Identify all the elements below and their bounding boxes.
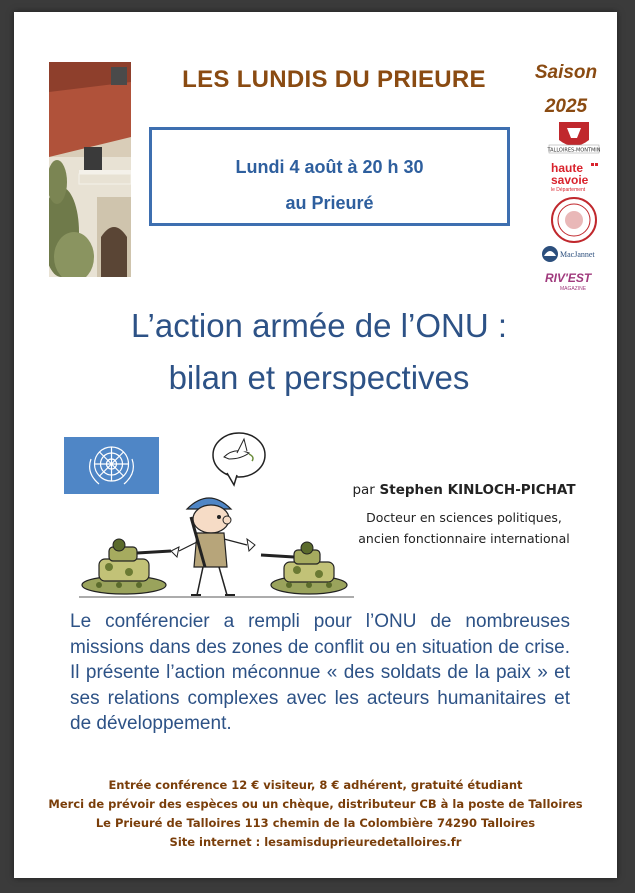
peacekeeper-cartoon bbox=[69, 427, 359, 602]
event-venue: au Prieuré bbox=[285, 193, 374, 213]
speaker-name-line bbox=[339, 482, 589, 498]
svg-text:RIV'EST: RIV'EST bbox=[545, 271, 592, 285]
svg-text:TALLOIRES-MONTMIN: TALLOIRES-MONTMIN bbox=[547, 147, 601, 154]
sponsor-logos bbox=[539, 120, 609, 300]
svg-text:MAGAZINE: MAGAZINE bbox=[559, 286, 587, 292]
speaker-block bbox=[339, 482, 589, 549]
talk-title bbox=[54, 300, 584, 404]
macjannet-logo bbox=[542, 246, 595, 262]
event-date: Lundi 4 août à 20 h 30 bbox=[235, 157, 424, 177]
website-line: Site internet : lesamisduprieuredetalloires.fr bbox=[169, 835, 462, 849]
talk-description: Le conférencier a rempli pour l’ONU de nombreuses missions dans des zones de conflit ou en situation de crise. Il présente l’action méconnue « des soldats de la paix » et ses relations complexes avec les acteurs humanitaires et de développement. bbox=[70, 611, 570, 734]
speaker-role-line2: ancien fonctionnaire international bbox=[358, 531, 570, 546]
left-tank bbox=[82, 539, 171, 594]
poster bbox=[14, 12, 617, 878]
talk-title-line2: bilan et perspectives bbox=[168, 359, 470, 396]
event-date-box bbox=[149, 127, 510, 226]
svg-text:le Département: le Département bbox=[551, 187, 586, 193]
season-year: 2025 bbox=[544, 96, 588, 117]
dove-speech-bubble bbox=[213, 433, 265, 485]
peacekeeper-soldier bbox=[171, 498, 255, 595]
haute-savoie-logo bbox=[551, 161, 598, 193]
speaker-role-line1: Docteur en sciences politiques, bbox=[366, 510, 562, 525]
season-label bbox=[524, 56, 608, 124]
payment-line: Merci de prévoir des espèces ou un chèque, distributeur CB à la poste de Talloires bbox=[48, 797, 583, 811]
priory-photo bbox=[49, 62, 131, 277]
address-line: Le Prieuré de Talloires 113 chemin de la Colombière 74290 Talloires bbox=[95, 816, 536, 830]
speaker-prefix: par bbox=[352, 482, 375, 498]
talloires-logo bbox=[546, 122, 600, 154]
right-tank bbox=[261, 542, 347, 594]
speaker-name: Stephen KINLOCH-PICHAT bbox=[379, 482, 576, 498]
svg-text:haute: haute bbox=[551, 161, 584, 175]
talk-title-line1: L’action armée de l’ONU : bbox=[130, 307, 507, 344]
series-title: LES LUNDIS DU PRIEURE bbox=[182, 66, 486, 93]
rivest-logo bbox=[545, 271, 593, 292]
seal-logo bbox=[552, 198, 596, 242]
season-word: Saison bbox=[534, 62, 598, 83]
admission-line: Entrée conférence 12 € visiteur, 8 € adhérent, gratuité étudiant bbox=[108, 778, 523, 792]
svg-text:savoie: savoie bbox=[551, 173, 589, 187]
svg-text:MacJannet: MacJannet bbox=[560, 250, 595, 259]
practical-info bbox=[34, 776, 597, 852]
